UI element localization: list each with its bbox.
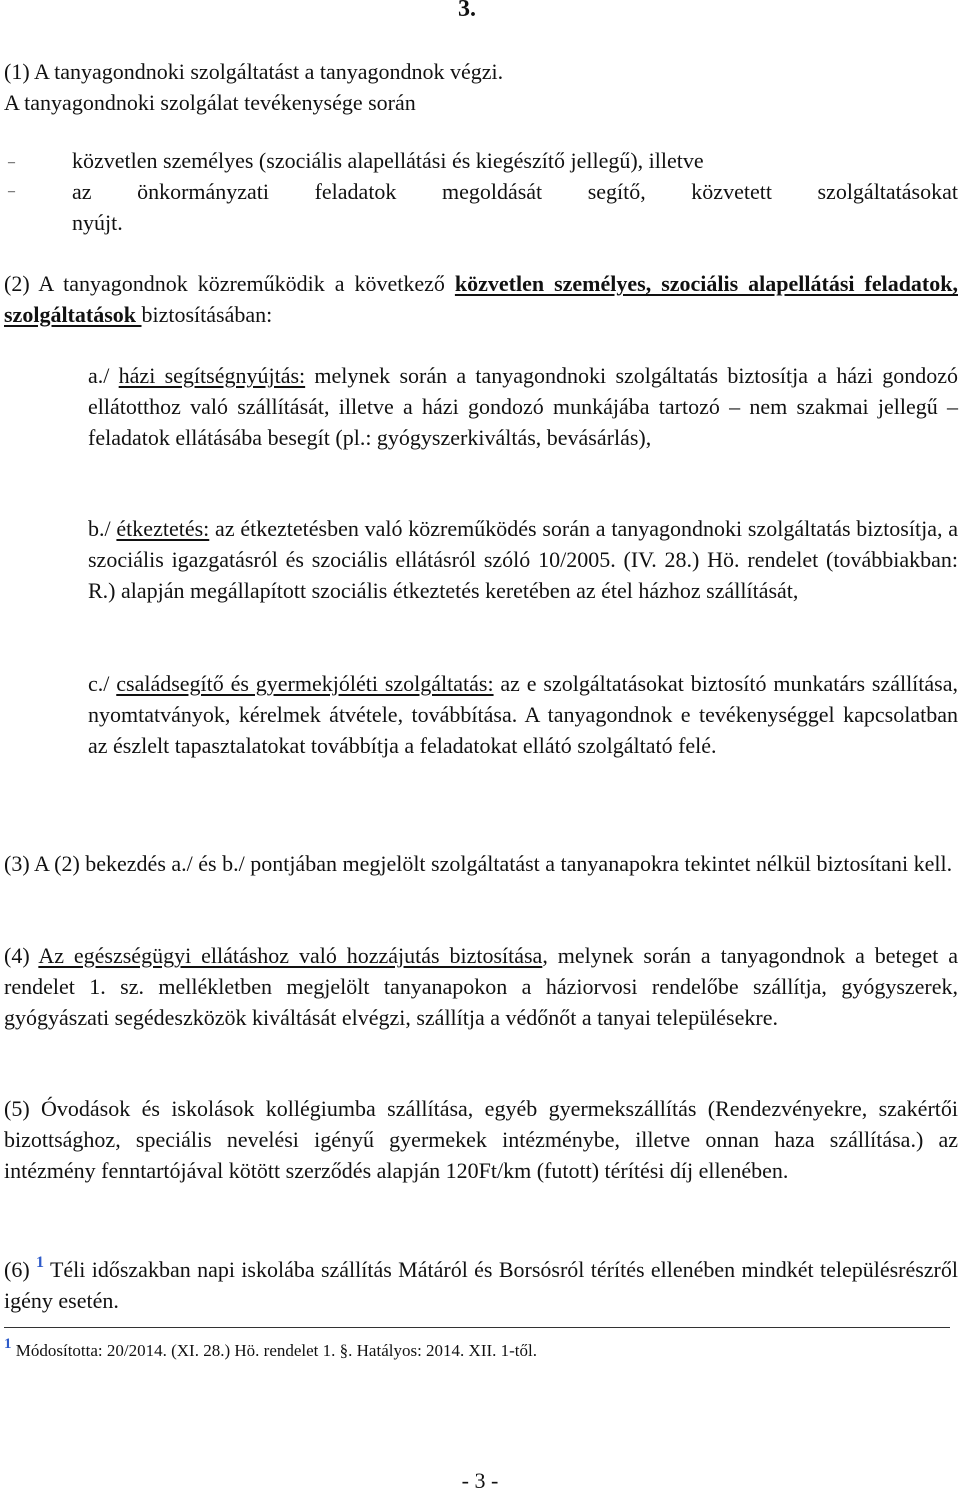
paragraph-6-text: Téli időszakban napi iskolába szállítás Mátáról és Borsósról térítés ellenében mindkét településrészről igény esetén.	[4, 1257, 958, 1313]
paragraph-2-emphasis: közvetlen személyes, szociális alapellátási feladatok, szolgáltatások	[4, 271, 958, 327]
item-label: c./	[88, 671, 110, 696]
paragraph-6	[4, 1247, 958, 1316]
paragraph-4	[4, 940, 958, 1033]
paragraph-3: (3) A (2) bekezdés a./ és b./ pontjában megjelölt szolgáltatást a tanyanapokra tekintet nélkül biztosítani kell.	[4, 851, 953, 876]
item-label: b./	[88, 516, 111, 541]
item-title: családsegítő és gyermekjóléti szolgáltatás:	[116, 671, 494, 696]
footnote-reference[interactable]: 1	[36, 1254, 45, 1271]
footnote	[4, 1333, 954, 1362]
bullet-tail: nyújt.	[72, 210, 123, 235]
paragraph-1-line-1: (1) A tanyagondnoki szolgáltatást a tanyagondnok végzi.	[4, 59, 504, 84]
paragraph-4-tail: , melynek során a tanyagondnok a beteget a rendelet 1. sz. mellékletben megjelölt tanyanapokon a háziorvosi rendelőbe szállítja, gyógyszerek, gyógyászati segédeszközök kiváltását elvégzi, szállítja a védőnőt a tanyai településekre.	[4, 943, 958, 1030]
paragraph-1-line-2: A tanyagondnoki szolgálat tevékenysége során	[4, 90, 416, 115]
bullet-item-2: az önkormányzati feladatok megoldását segítő, közvetett szolgáltatásokat	[72, 179, 958, 204]
paragraph-4-lead: (4)	[4, 943, 39, 968]
paragraph-6-lead: (6)	[4, 1257, 37, 1282]
bullet-item-1: közvetlen személyes (szociális alapellátási és kiegészítő jellegű), illetve	[72, 148, 704, 173]
footnote-mark: 1	[4, 1336, 12, 1352]
paragraph-5: (5) Óvodások és iskolások kollégiumba szállítása, egyéb gyermekszállítás (Rendezvényekre, szakértői bizottsághoz, speciális nevelési igényű gyermekek intézménybe, illetve onnan haza szállítása.) az intézmény fenntartójával kötött szerződés alapján 120Ft/km (futott) térítési díj ellenében.	[4, 1096, 958, 1183]
paragraph-2-tail: biztosításában:	[141, 302, 273, 327]
list-item-c	[88, 668, 958, 761]
item-text: melynek során a tanyagondnoki szolgáltatás biztosítja a házi gondozó ellátotthoz való szállítását, illetve a házi gondozó munkájába tartozó – nem szakmai jellegű – feladatok ellátásába besegít (pl.: gyógyszerkiváltás, bevásárlás),	[88, 363, 958, 450]
item-title: házi segítségnyújtás:	[118, 363, 306, 388]
paragraph-2	[4, 268, 958, 330]
list-item-a	[88, 360, 958, 453]
footnote-text: Módosította: 20/2014. (XI. 28.) Hö. rendelet 1. §. Hatályos: 2014. XII. 1-től.	[15, 1341, 538, 1360]
bullet-dash: –	[8, 184, 15, 199]
paragraph-4-emphasis: Az egészségügyi ellátáshoz való hozzájutás biztosítása	[38, 943, 543, 968]
page-number: - 3 -	[461, 1468, 499, 1493]
list-item-b	[88, 513, 958, 606]
section-number: 3.	[458, 0, 476, 22]
item-title: étkeztetés:	[116, 516, 210, 541]
item-text: az e szolgáltatásokat biztosító munkatárs szállítása, nyomtatványok, kérelmek átvétele, továbbítása. A tanyagondnok e tevékenységgel kapcsolatban az észlelt tapasztalatokat továbbítja a feladatokat ellátó szolgáltató felé.	[88, 671, 958, 758]
item-label: a./	[88, 363, 110, 388]
item-text: az étkeztetésben való közreműködés során a tanyagondnoki szolgáltatás biztosítja, a szociális igazgatásról és szociális ellátásról szóló 10/2005. (IV. 28.) Hö. rendelet (továbbiakban: R.) alapján megállapított szociális étkeztetés keretében az étel házhoz szállítását,	[88, 516, 959, 603]
paragraph-2-lead: (2) A tanyagondnok közreműködik a következő	[4, 271, 455, 296]
footnote-separator	[4, 1327, 950, 1328]
bullet-dash: –	[8, 155, 15, 170]
